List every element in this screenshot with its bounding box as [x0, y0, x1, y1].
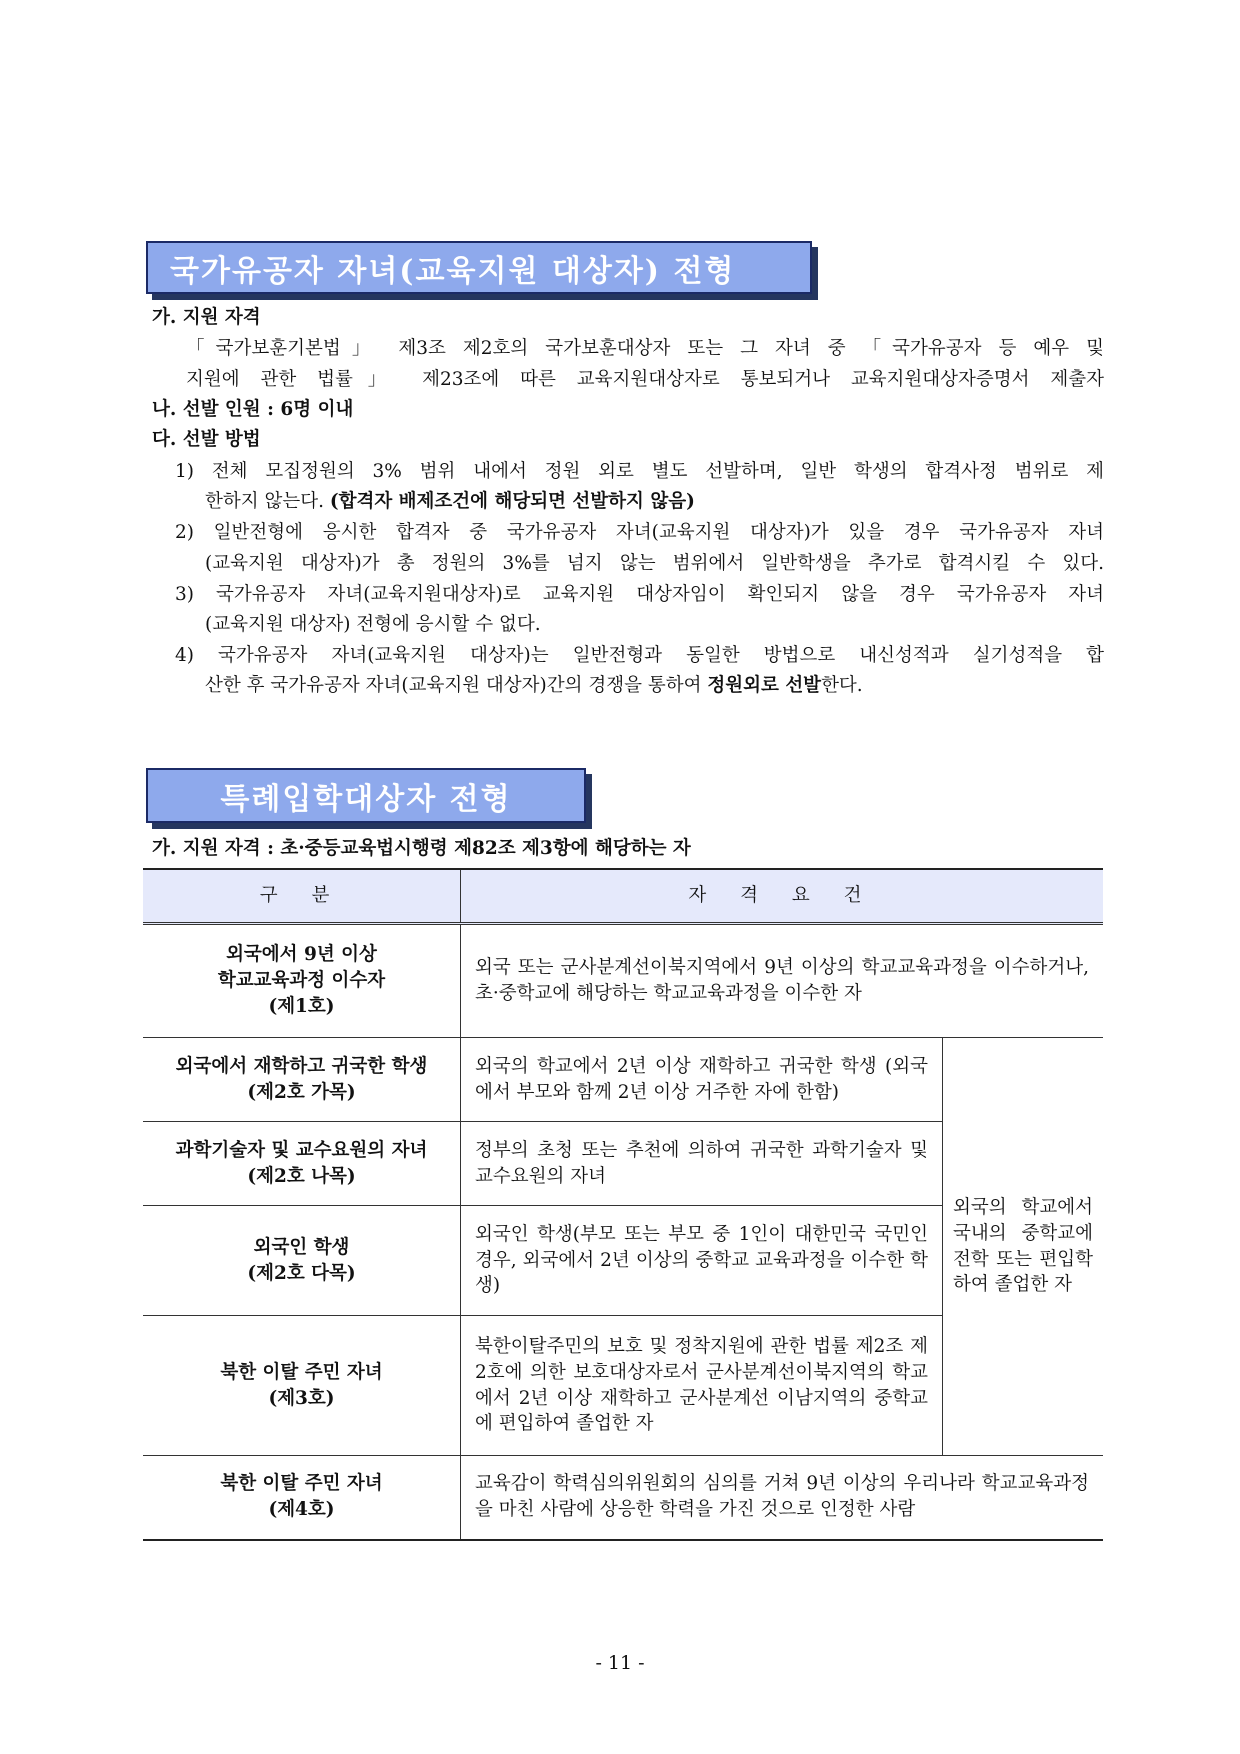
- method-item-line: 3) 국가유공자 자녀(교육지원대상자)로 교육지원 대상자임이 확인되지 않을 경우 국가유공자 자녀: [175, 584, 1104, 605]
- category-cell: [143, 924, 461, 1038]
- heading-eligibility: 가. 지원 자격: [152, 307, 261, 328]
- requirement-cell: 북한이탈주민의 보호 및 정착지원에 관한 법률 제2조 제2호에 의한 보호대상자로서 군사분계선이북지역의 학교에서 2년 이상 재학하고 군사분계선 이남지역의 중학교에 편입하여 졸업한 자: [461, 1316, 943, 1456]
- requirement-cell: 외국의 학교에서 2년 이상 재학하고 귀국한 학생 (외국에서 부모와 함께 2년 이상 거주한 자에 한함): [461, 1038, 943, 1122]
- category-text: 과학기술자 및 교수요원의 자녀: [175, 1139, 428, 1161]
- section-title: 특례입학대상자 전형: [220, 781, 512, 817]
- category-text: (제2호 나목): [247, 1165, 356, 1187]
- requirement-cell: 정부의 초청 또는 추천에 의하여 귀국한 과학기술자 및 교수요원의 자녀: [461, 1122, 943, 1206]
- method-text: 한다.: [821, 675, 863, 696]
- eligibility-text-line: 지원에 관한 법률」 제23조에 따른 교육지원대상자로 통보되거나 교육지원대상자증명서 제출자: [186, 369, 1104, 390]
- requirement-cell: 교육감이 학력심의위원회의 심의를 거쳐 9년 이상의 우리나라 학교교육과정을 마친 사람에 상응한 학력을 가진 것으로 인정한 사람: [461, 1456, 1104, 1540]
- table-header-cell: 자 격 요 건: [461, 869, 1104, 924]
- section-title-banner: [146, 768, 586, 823]
- category-text: 외국에서 재학하고 귀국한 학생: [175, 1055, 428, 1077]
- category-text: 북한 이탈 주민 자녀: [220, 1473, 383, 1495]
- table-row: [143, 1456, 1103, 1540]
- category-cell: [143, 1456, 461, 1540]
- method-item-line: 2) 일반전형에 응시한 합격자 중 국가유공자 자녀(교육지원 대상자)가 있을 경우 국가유공자 자녀: [175, 522, 1104, 543]
- table-row: [143, 924, 1103, 1038]
- method-item-line: (교육지원 대상자)가 총 정원의 3%를 넘지 않는 범위에서 일반학생을 추가로 합격시킬 수 있다.: [205, 553, 1104, 574]
- category-cell: [143, 1316, 461, 1456]
- section-title: 국가유공자 자녀(교육지원 대상자) 전형: [170, 253, 736, 289]
- eligibility-table: [143, 868, 1103, 1541]
- category-text: (제2호 다목): [247, 1262, 356, 1284]
- method-item-line: 4) 국가유공자 자녀(교육지원 대상자)는 일반전형과 동일한 방법으로 내신성적과 실기성적을 합: [175, 645, 1104, 666]
- heading-quota: 나. 선발 인원 : 6명 이내: [152, 399, 354, 420]
- table-header-row: [143, 869, 1103, 924]
- method-emphasis: 정원외로 선발: [707, 675, 822, 696]
- side-note-cell: 외국의 학교에서 국내의 중학교에 전학 또는 편입학하여 졸업한 자: [943, 1038, 1104, 1456]
- requirement-cell: 외국인 학생(부모 또는 부모 중 1인이 대한민국 국민인 경우, 외국에서 2년 이상의 중학교 교육과정을 이수한 학생): [461, 1206, 943, 1316]
- category-text: (제1호): [268, 995, 335, 1017]
- table-row: [143, 1038, 1103, 1122]
- heading-method: 다. 선발 방법: [152, 429, 261, 450]
- method-text: 한하지 않는다.: [205, 491, 330, 512]
- category-cell: [143, 1038, 461, 1122]
- category-text: 학교교육과정 이수자: [217, 970, 386, 992]
- section-title-banner: [146, 241, 812, 294]
- eligibility-text-line: 「국가보훈기본법」 제3조 제2호의 국가보훈대상자 또는 그 자녀 중 「국가유공자 등 예우 및: [186, 338, 1104, 359]
- heading-eligibility: 가. 지원 자격 : 초·중등교육법시행령 제82조 제3항에 해당하는 자: [152, 838, 691, 859]
- method-item-line: [205, 493, 695, 512]
- category-text: 외국인 학생: [253, 1236, 350, 1258]
- method-item-line: 1) 전체 모집정원의 3% 범위 내에서 정원 외로 별도 선발하며, 일반 학생의 합격사정 범위로 제: [175, 461, 1104, 482]
- page-number: - 11 -: [595, 1652, 645, 1674]
- category-text: 외국에서 9년 이상: [226, 944, 377, 966]
- method-emphasis: (합격자 배제조건에 해당되면 선발하지 않음): [329, 491, 695, 512]
- method-item-line: (교육지원 대상자) 전형에 응시할 수 없다.: [205, 614, 541, 635]
- table-header-cell: 구 분: [143, 869, 461, 924]
- requirement-cell: 외국 또는 군사분계선이북지역에서 9년 이상의 학교교육과정을 이수하거나, 초·중학교에 해당하는 학교교육과정을 이수한 자: [461, 924, 1104, 1038]
- method-item-line: [205, 677, 863, 696]
- category-cell: [143, 1122, 461, 1206]
- category-text: (제4호): [268, 1499, 335, 1521]
- category-text: (제2호 가목): [247, 1081, 356, 1103]
- category-cell: [143, 1206, 461, 1316]
- method-text: 산한 후 국가유공자 자녀(교육지원 대상자)간의 경쟁을 통하여: [205, 675, 708, 696]
- category-text: (제3호): [268, 1387, 335, 1409]
- category-text: 북한 이탈 주민 자녀: [220, 1361, 383, 1383]
